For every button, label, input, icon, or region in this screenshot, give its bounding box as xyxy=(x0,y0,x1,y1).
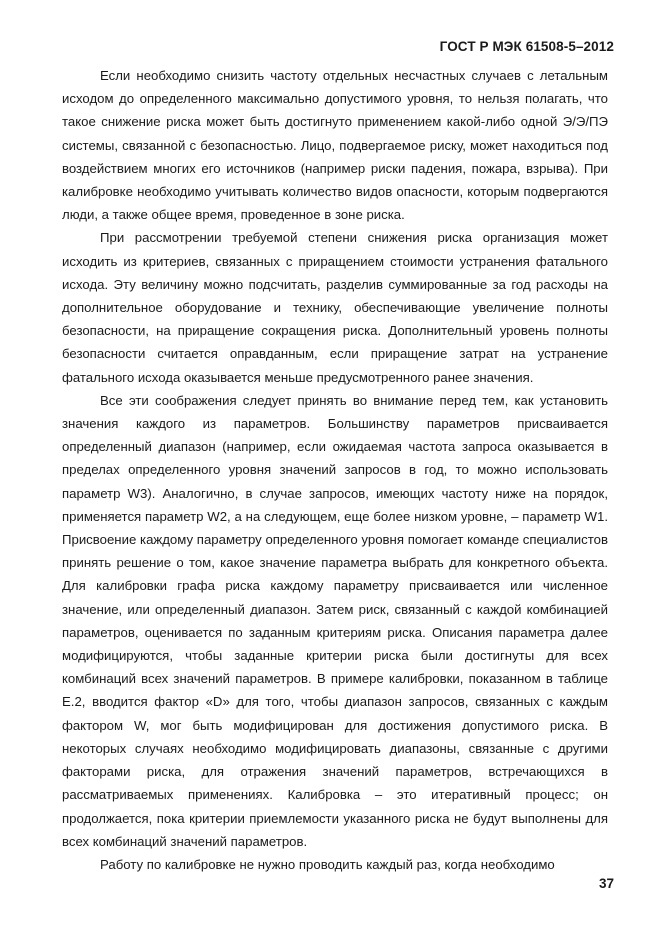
document-header: ГОСТ Р МЭК 61508-5–2012 xyxy=(439,39,614,54)
paragraph-1: Если необходимо снизить частоту отдельных несчастных случаев с летальным исходом до определенного максимально допустимого уровня, то нельзя полагать, что такое снижение риска может быть достигнуто применением какой-либо одной Э/Э/ПЭ системы, связанной с безопасностью. Лицо, подвергаемое риску, может находиться под воздействием многих его источников (например риски падения, пожара, взрыва). При калибровке необходимо учитывать количество видов опасности, которым подвергаются люди, а также общее время, проведенное в зоне риска. xyxy=(62,68,608,223)
page-number: 37 xyxy=(598,876,614,891)
paragraph-2: При рассмотрении требуемой степени снижения риска организация может исходить из критериев, связанных с приращением стоимости устранения фатального исхода. Эту величину можно подсчитать, разделив суммированные за год расходы на дополнительное оборудование и технику, обеспечивающие увеличение полноты безопасности, на приращение сокращения риска. Дополнительный уровень полноты безопасности считается оправданным, если приращение затрат на устранение фатального исхода оказывается меньше предусмотренного ранее значения. xyxy=(62,230,608,385)
document-body xyxy=(62,64,608,876)
paragraph-3: Все эти соображения следует принять во внимание перед тем, как установить значения каждого из параметров. Большинству параметров присваивается определенный диапазон (например, если ожидаемая частота запроса оказывается в пределах определенного уровня значений запросов в год, то можно использовать параметр W3). Аналогично, в случае запросов, имеющих частоту ниже на порядок, применяется параметр W2, а на следующем, еще более низком уровне, – параметр W1. Присвоение каждому параметру определенного уровня помогает команде специалистов принять решение о том, какое значение параметра выбрать для конкретного объекта. Для калибровки графа риска каждому параметру присваивается или численное значение, или определенный диапазон. Затем риск, связанный с каждой комбинацией параметров, оценивается по заданным критериям риска. Описания параметра далее модифицируются, чтобы заданные критерии риска были достигнуты для всех комбинаций всех значений параметров. В примере калибровки, показанном в таблице Е.2, вводится фактор «D» для того, чтобы диапазон запросов, связанных с каждым фактором W, мог быть модифицирован для достижения допустимого риска. В некоторых случаях необходимо модифицировать диапазоны, связанные с другими факторами риска, для отражения значений параметров, встречающихся в рассматриваемых применениях. Калибровка – это итеративный процесс; он продолжается, пока критерии приемлемости указанного риска не будут выполнены для всех комбинаций значений параметров. xyxy=(62,392,608,849)
paragraph-4: Работу по калибровке не нужно проводить каждый раз, когда необходимо xyxy=(100,856,555,872)
